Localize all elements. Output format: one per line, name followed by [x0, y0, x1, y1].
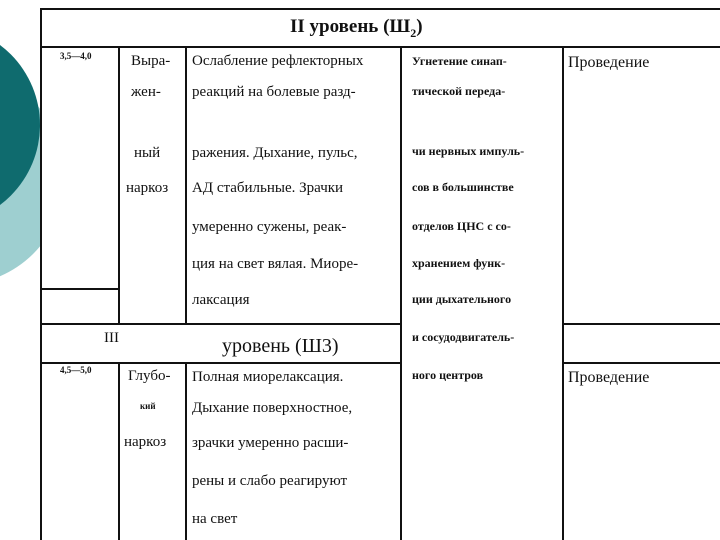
level3-desc-line: Полная миорелаксация.: [192, 369, 344, 385]
level3-name-line: наркоз: [124, 434, 167, 450]
effect-line: чи нервных импуль-: [412, 144, 525, 158]
level3-desc-line: Дыхание поверхностное,: [192, 400, 353, 416]
grid-line-col2-lower: [185, 362, 187, 540]
grid-line-action-split-2: [562, 362, 720, 364]
effect-line: и сосудодвигатель-: [412, 330, 515, 344]
effect-line: отделов ЦНС с со-: [412, 219, 511, 233]
level2-name-line: наркоз: [126, 180, 169, 196]
level2-desc-line: умеренно сужены, реак-: [192, 219, 347, 235]
level3-range: 4,5—5,0: [60, 365, 92, 375]
grid-line-col1-lower: [118, 362, 120, 540]
level2-name-line: жен-: [131, 84, 161, 100]
level2-title: II уровень $(Ш_2)$: [290, 16, 423, 40]
level2-desc-line: ражения. Дыхание, пульс,: [192, 145, 358, 161]
effect-line: тической переда-: [412, 84, 506, 98]
level3-title: уровень (Ш3): [222, 335, 339, 357]
grid-line-col1-split: [40, 288, 118, 290]
level3-roman: III: [104, 330, 119, 346]
level2-desc-line: Ослабление рефлекторных: [192, 53, 364, 69]
level3-name-line: Глубо-: [128, 368, 171, 384]
level2-range: 3,5—4,0: [60, 51, 92, 61]
level3-name-line: кий: [140, 401, 156, 411]
level2-name-line: Выра-: [131, 53, 171, 69]
grid-line-col4: [562, 46, 564, 540]
grid-line-left: [40, 8, 42, 540]
grid-line-row3-top: [40, 323, 400, 325]
effect-line: сов в большинстве: [412, 180, 514, 194]
grid-line-action-split: [562, 323, 720, 325]
grid-line-col2: [185, 46, 187, 323]
grid-line-row3-title-bottom: [40, 362, 400, 364]
grid-line-header-bottom: [40, 46, 720, 48]
grid-line-col3: [400, 46, 402, 540]
level3-desc-line: рены и слабо реагируют: [192, 473, 348, 489]
level2-desc-line: реакций на болевые разд-: [192, 84, 356, 100]
level2-desc-line: лаксация: [192, 292, 250, 308]
effect-line: ного центров: [412, 368, 484, 382]
effect-line: Угнетение синап-: [412, 54, 507, 68]
effect-line: хранением функ-: [412, 256, 506, 270]
grid-line-top: [40, 8, 720, 10]
effect-line: ции дыхательного: [412, 292, 512, 306]
level3-desc-line: на свет: [192, 511, 238, 527]
level2-desc-line: ция на свет вялая. Миоре-: [192, 256, 359, 272]
grid-line-col1: [118, 46, 120, 323]
level3-desc-line: зрачки умеренно расши-: [192, 435, 349, 451]
level2-name-line: ный: [134, 145, 161, 161]
level2-action: Проведение: [568, 54, 650, 71]
level2-desc-line: АД стабильные. Зрачки: [192, 180, 344, 196]
decorative-circles: [0, 0, 40, 540]
level3-action: Проведение: [568, 369, 650, 386]
